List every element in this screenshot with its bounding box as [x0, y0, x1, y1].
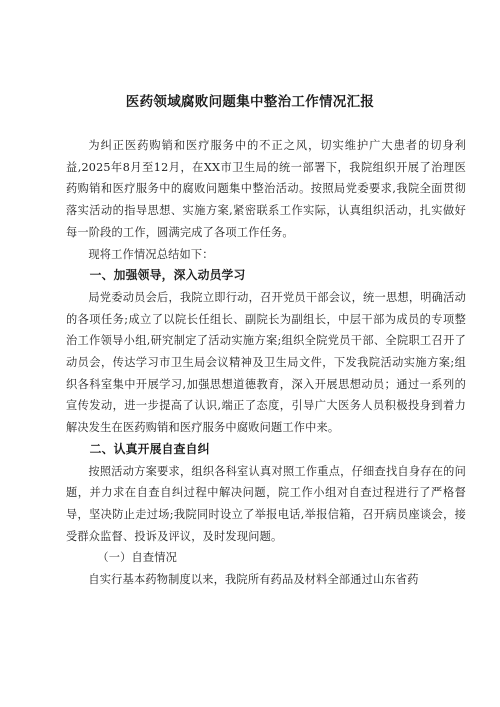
summary-lead-paragraph: 现将工作情况总结如下：	[88, 247, 214, 261]
document-body	[66, 135, 466, 591]
intro-paragraph: 为纠正医药购销和医疗服务中的不正之风，切实维护广大患者的切身利益,2025年8月至12月，在XX市卫生局的统一部署下，我院组织开展了治理医药购销和医疗服务中的腐败问题集中整治活动。按照局党委要求,我院全面贯彻落实活动的指导思想、实施方案,紧密联系工作实际，认真组织活动，扎实做好每一阶段的工作，圆满完成了各项工作任务。	[66, 139, 466, 239]
section-1-paragraph: 局党委动员会后，我院立即行动，召开党员干部会议，统一思想，明确活动的各项任务;成立了以院长任组长、副院长为副组长，中层干部为成员的专项整治工作领导小组,研究制定了活动实施方案;组织全院党员干部、全院职工召开了动员会，传达学习市卫生局会议精神及卫生局文件，下发我院活动实施方案;组织各科室集中开展学习,加强思想道德教育，深入开展思想动员；通过一系列的宣传发动，进一步提高了认识,端正了态度，引导广大医务人员积极投身到着力解决发生在医药购销和医疗服务中腐败问题工作中来。	[66, 290, 466, 435]
section-2-heading: 二、认真开展自查自纠	[89, 441, 210, 456]
section-2-paragraph: 按照活动方案要求，组织各科室认真对照工作重点，仔细查找自身存在的问题，并力求在自查自纠过程中解决问题，院工作小组对自查过程进行了严格督导，坚决防止走过场;我院同时设立了举报电话,举报信箱，召开病员座谈会，接受群众监督、投诉及评议，及时发现问题。	[66, 464, 466, 543]
section-2-subheading: （一）自查情况	[97, 551, 178, 565]
document-title: 医药领域腐败问题集中整治工作情况汇报	[125, 94, 375, 110]
section-2-sub-paragraph: 自实行基本药物制度以来，我院所有药品及材料全部通过山东省药	[88, 573, 419, 587]
section-1-heading: 一、加强领导，深入动员学习	[89, 268, 246, 283]
